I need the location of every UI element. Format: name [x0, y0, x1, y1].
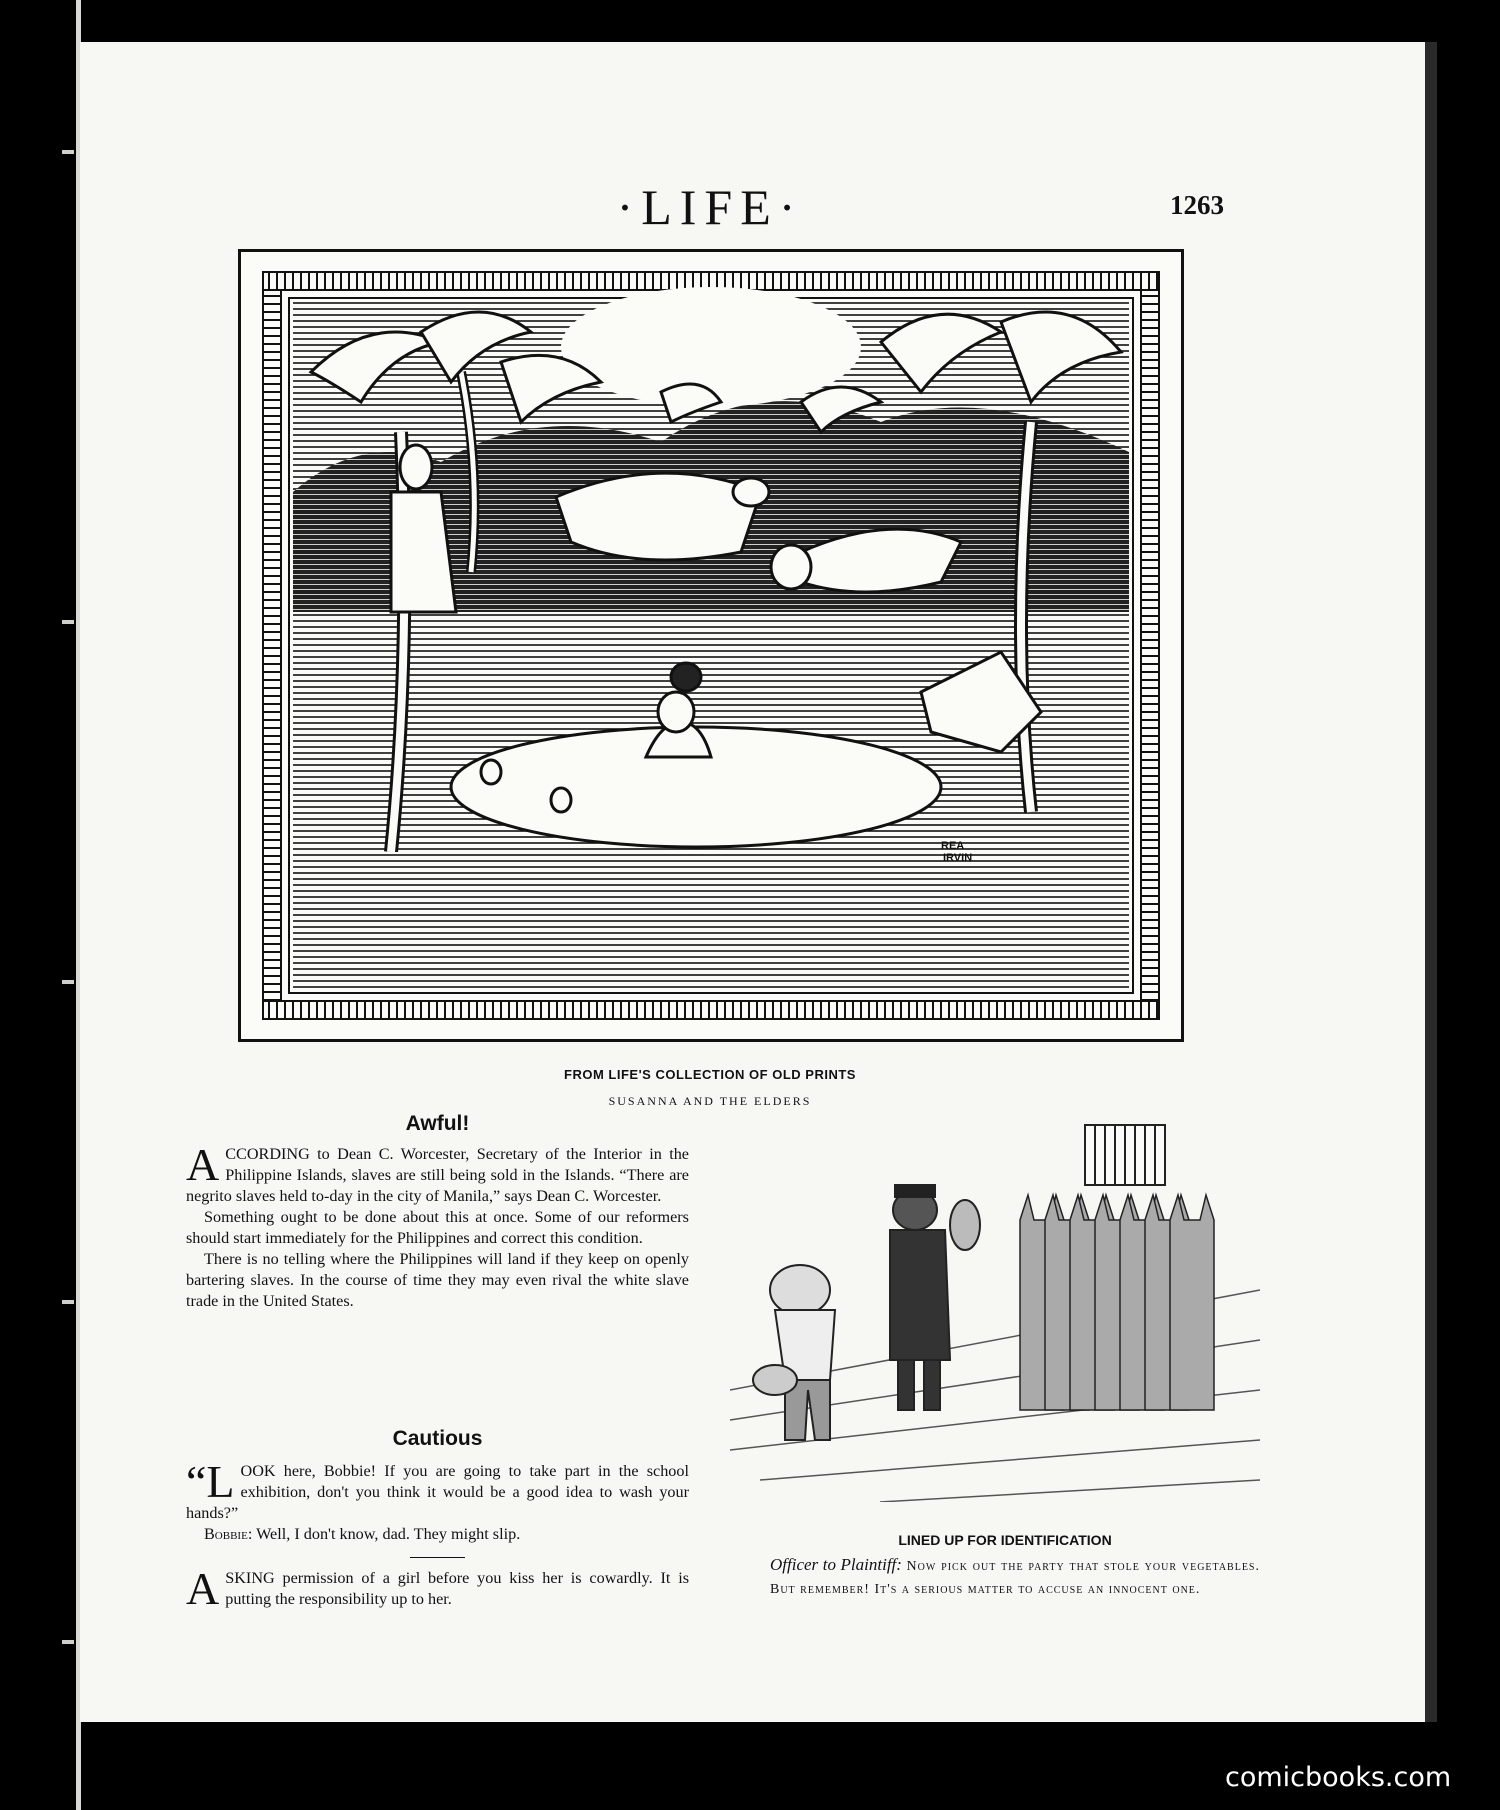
- magazine-title: ·LIFE·: [616, 179, 804, 235]
- artist-signature: IRVIN: [943, 852, 973, 864]
- article-title: Cautious: [392, 1427, 483, 1450]
- binding-stitch: [62, 980, 74, 984]
- drop-cap: A: [186, 1563, 220, 1614]
- site-watermark: comicbooks.com: [1225, 1762, 1452, 1793]
- binding-stitch: [62, 1640, 74, 1644]
- section-divider: [410, 1557, 465, 1558]
- binding-stitch: [62, 150, 74, 154]
- cartoon-speaker: Officer to Plaintiff:: [770, 1555, 902, 1574]
- paragraph-text: : Well, I don't know, dad. They might slip.: [247, 1525, 521, 1543]
- binding-stitch: [62, 1300, 74, 1304]
- paragraph-text: SKING permission of a girl before you kiss her is cowardly. It is putting the responsibility up to her.: [225, 1569, 689, 1608]
- cartoon-line: Now pick out the party that stole your vegetables. But remember! It's a serious matter to accuse an innocent one.: [770, 1559, 1260, 1597]
- article-title: Awful!: [405, 1112, 470, 1135]
- article-paragraph: There is no telling where the Philippines will land if they keep on openly bartering slaves. In the course of time they may even rival the white slave trade in the United States.: [186, 1250, 689, 1310]
- susanna-illustration: [241, 252, 1181, 1039]
- lineup-illustration: [730, 1110, 1260, 1502]
- page-edge-shadow: [1425, 42, 1437, 1722]
- cartoon-dialogue: [770, 1554, 1260, 1601]
- print-frame: [238, 249, 1184, 1042]
- print-subcaption: SUSANNA AND THE ELDERS: [608, 1094, 812, 1108]
- print-caption: FROM LIFE'S COLLECTION OF OLD PRINTS: [564, 1067, 856, 1082]
- article-paragraph: [186, 1456, 689, 1524]
- page-number: 1263: [1170, 190, 1224, 220]
- binding-edge: [0, 0, 80, 1810]
- article-paragraph: [186, 1139, 689, 1207]
- cartoon-caption: LINED UP FOR IDENTIFICATION: [898, 1532, 1112, 1548]
- article-paragraph: [186, 1563, 689, 1614]
- paragraph-text: CCORDING to Dean C. Worcester, Secretary of the Interior in the Philippine Islands, slaves are still being sold in the Islands. “There are negrito slaves held to-day in the city of Manila,” says Dean C. Worcester.: [186, 1145, 689, 1205]
- article-awful: [186, 1112, 689, 1312]
- drop-cap: A: [186, 1139, 220, 1190]
- binding-stitch: [62, 620, 74, 624]
- artist-signature: REA: [941, 840, 965, 852]
- speaker-name: Bobbie: [204, 1525, 248, 1543]
- drop-cap: “L: [186, 1456, 235, 1507]
- paragraph-text: OOK here, Bobbie! If you are going to take part in the school exhibition, don't you think it would be a good idea to wash your hands?”: [186, 1462, 689, 1522]
- article-paragraph: [186, 1524, 689, 1545]
- article-paragraph: Something ought to be done about this at once. Some of our reformers should start immediately for the Philippines and correct this condition.: [186, 1208, 689, 1247]
- article-cautious: [186, 1427, 689, 1614]
